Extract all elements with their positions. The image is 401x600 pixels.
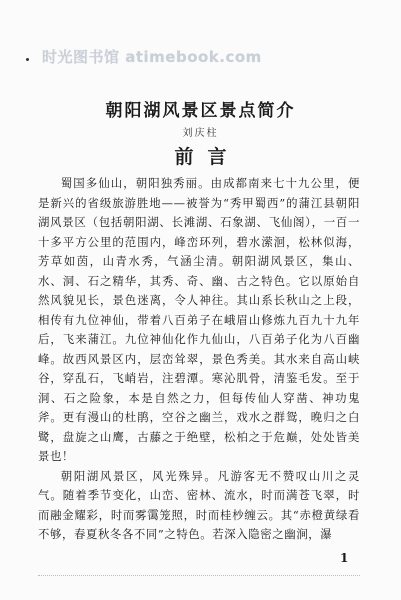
scan-dot [26,58,29,61]
page-number: 1 [340,551,349,565]
document-title: 朝阳湖风景区景点简介 [105,101,296,121]
paragraph-1: 蜀国多仙山，朝阳独秀丽。由成都南来七十九公里，便是新兴的省级旅游胜地——被誉为“秀甲蜀西”的蒲江县朝阳湖风景区（包括朝阳湖、长滩湖、石象湖、飞仙阁），一百一十多平方公里的范围内，峰峦环列，碧水潆洄，松林似海，芳草如茵，山青水秀，气涵尘清。朝阳湖风景区，集山、水、洞、石之精华，其秀、奇、幽、古之特色。它以原始自然风貌见长，景色迷离，令人神往。其山系长秋山之上段，相传有九位神仙，带着八百弟子在峨眉山修炼九百九十九年后，飞来蒲江。九位神仙化作九仙山，八百弟子化为八百幽峰。故西风景区内，层峦耸翠，景色秀美。其水来自高山峡谷，穿乱石，飞峭岩，注碧潭。寒沁肌骨，清鉴毛发。至于洞、石之险象，本是自然之力，但每传仙人穿凿、神功鬼斧。更有漫山的杜鹃，空谷之幽兰，戏水之群鸳，晚归之白鹭，盘旋之山鹰，古藤之于绝壁，松柏之于危巅，处处皆美景也！ [38,176,360,463]
body-text [38,174,360,545]
scan-artifact-line [38,575,360,578]
paragraph-2: 朝阳湖风景区，风光殊异。凡游客无不赞叹山川之灵气。随着季节变化，山峦、密林、流水，时而满苍飞翠，时而融金耀彩，时而雾霭笼照，时而桂杪缠云。其“赤橙黄绿看不够，春夏秋冬各不同”之特色。若深入隐密之幽涧，瀑 [38,468,360,541]
watermark-text: 时光图书馆 atimebook.com [42,48,262,66]
section-heading: 前言 [174,146,241,168]
author-name: 刘庆柱 [182,128,219,139]
